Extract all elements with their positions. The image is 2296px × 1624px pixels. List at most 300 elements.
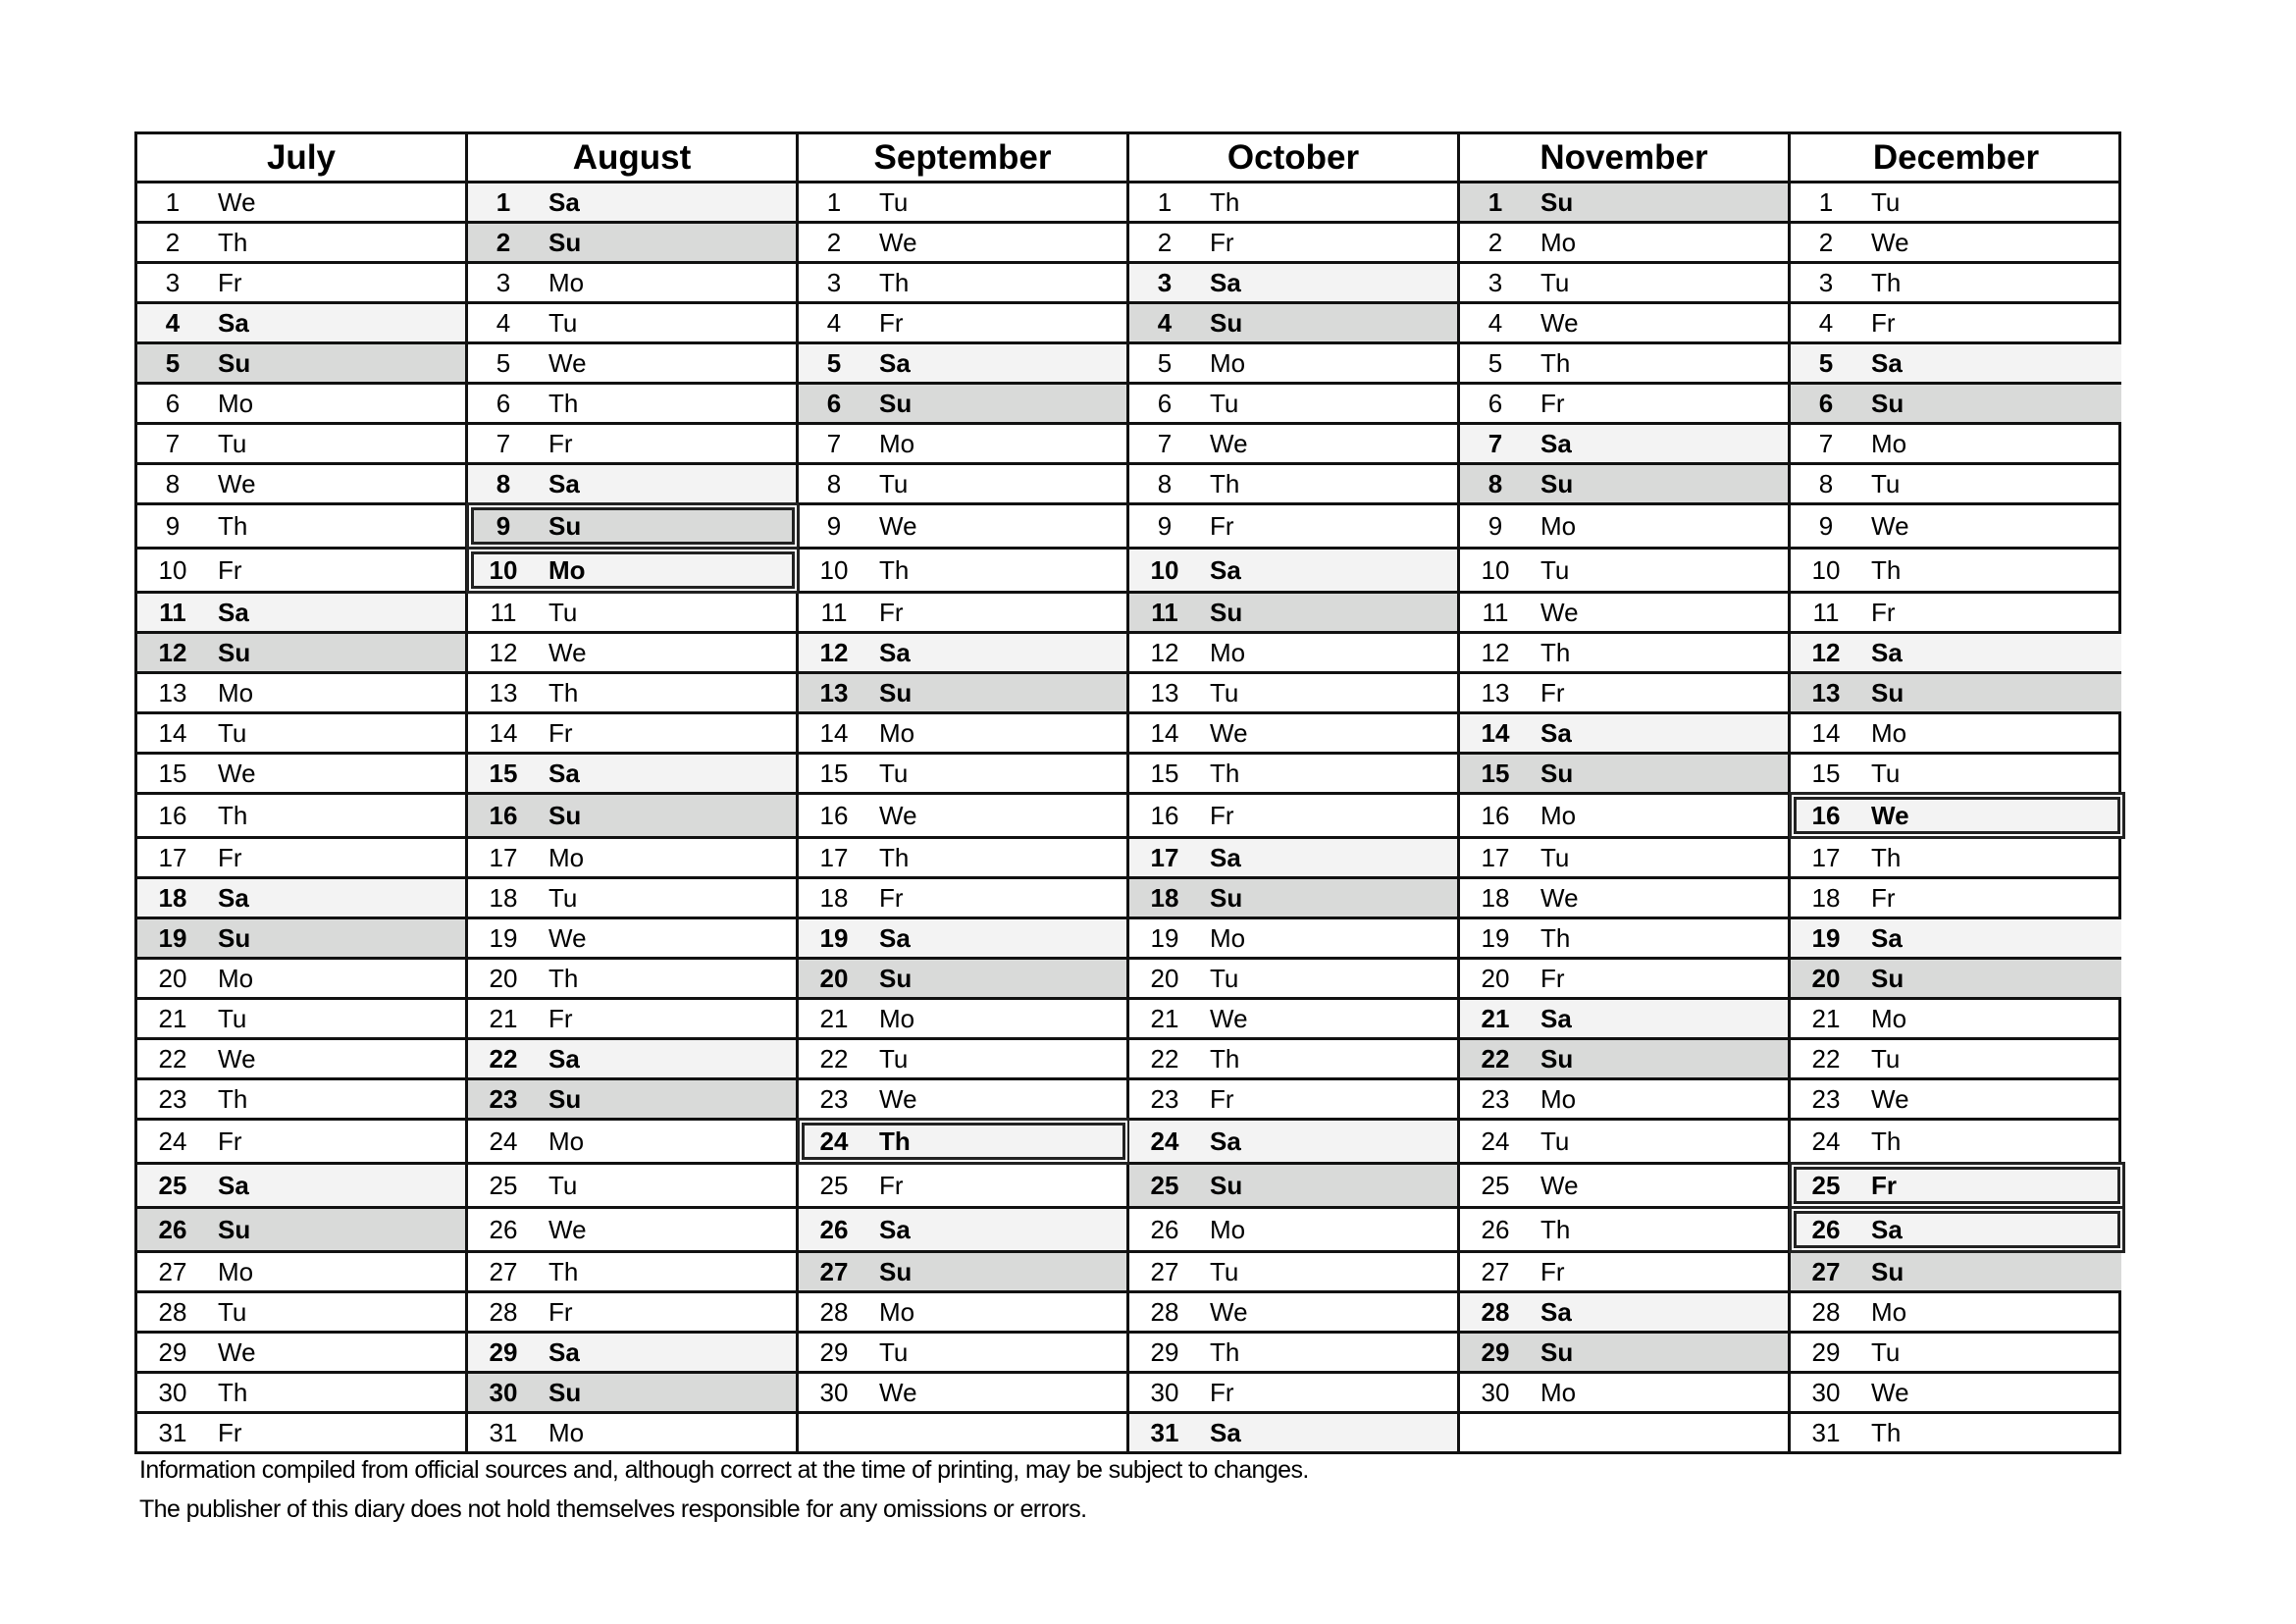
day-number: 16 bbox=[819, 800, 849, 830]
day-number: 9 bbox=[1818, 510, 1834, 541]
day-number: 6 bbox=[826, 388, 842, 418]
day-cell bbox=[137, 1253, 465, 1293]
day-cell bbox=[1791, 1165, 2121, 1209]
day-cell bbox=[137, 1080, 465, 1121]
weekday: Fr bbox=[218, 842, 242, 872]
day-cell bbox=[1791, 1121, 2121, 1165]
day-cell bbox=[137, 879, 465, 919]
weekday: We bbox=[1871, 1377, 1909, 1407]
weekday: Mo bbox=[218, 963, 254, 993]
day-cell bbox=[1129, 183, 1457, 224]
day-number: 5 bbox=[496, 347, 511, 378]
weekday: We bbox=[548, 347, 587, 378]
weekday: Tu bbox=[218, 1296, 247, 1327]
day-cell bbox=[137, 224, 465, 264]
day-cell bbox=[468, 183, 796, 224]
day-cell bbox=[1460, 1293, 1788, 1334]
weekday: Mo bbox=[1210, 637, 1246, 667]
day-cell bbox=[137, 674, 465, 714]
weekday: Tu bbox=[1540, 554, 1570, 585]
day-number: 19 bbox=[489, 922, 518, 953]
day-cell bbox=[1791, 960, 2121, 1000]
day-number: 12 bbox=[1481, 637, 1510, 667]
day-cell bbox=[799, 634, 1126, 674]
day-number: 12 bbox=[1150, 637, 1179, 667]
day-cell bbox=[799, 1080, 1126, 1121]
day-cell bbox=[1460, 505, 1788, 550]
weekday: Mo bbox=[1540, 227, 1577, 257]
day-cell bbox=[799, 839, 1126, 879]
weekday: Sa bbox=[1540, 1296, 1572, 1327]
month-header: October bbox=[1129, 134, 1457, 183]
day-number: 24 bbox=[1481, 1126, 1510, 1156]
day-number: 21 bbox=[1481, 1003, 1510, 1033]
weekday: Su bbox=[1871, 1256, 1905, 1286]
weekday: Mo bbox=[1871, 1003, 1907, 1033]
disclaimer-line-1: Information compiled from official sources and, although correct at the time of printing, may be subject to changes. bbox=[139, 1456, 1309, 1484]
day-number: 15 bbox=[158, 758, 187, 788]
day-cell bbox=[1791, 304, 2121, 344]
weekday: Sa bbox=[879, 922, 911, 953]
day-number: 7 bbox=[1487, 428, 1503, 458]
day-number: 19 bbox=[819, 922, 849, 953]
weekday: Tu bbox=[1871, 186, 1901, 217]
day-cell bbox=[1791, 1293, 2121, 1334]
weekday: Sa bbox=[218, 597, 249, 627]
day-cell bbox=[137, 1414, 465, 1451]
day-number: 26 bbox=[1811, 1214, 1841, 1244]
day-number: 2 bbox=[1487, 227, 1503, 257]
weekday: Th bbox=[1210, 758, 1240, 788]
weekday: Th bbox=[879, 842, 910, 872]
day-number: 3 bbox=[1818, 267, 1834, 297]
weekday: Sa bbox=[1540, 717, 1572, 748]
weekday: Mo bbox=[548, 842, 585, 872]
weekday: Tu bbox=[1871, 468, 1901, 498]
weekday: We bbox=[879, 800, 917, 830]
empty-cell bbox=[1460, 1414, 1788, 1451]
weekday: Th bbox=[548, 388, 579, 418]
weekday: Tu bbox=[218, 717, 247, 748]
day-number: 15 bbox=[819, 758, 849, 788]
weekday: Sa bbox=[548, 468, 580, 498]
day-cell bbox=[1460, 1000, 1788, 1040]
weekday: We bbox=[879, 510, 917, 541]
day-cell bbox=[1791, 1414, 2121, 1451]
weekday: Th bbox=[1871, 1126, 1902, 1156]
day-cell bbox=[1791, 839, 2121, 879]
day-number: 30 bbox=[158, 1377, 187, 1407]
day-number: 23 bbox=[158, 1083, 187, 1114]
day-number: 15 bbox=[1811, 758, 1841, 788]
weekday: Tu bbox=[218, 428, 247, 458]
weekday: Mo bbox=[548, 1417, 585, 1447]
empty-cell bbox=[799, 1414, 1126, 1451]
day-cell bbox=[1129, 505, 1457, 550]
day-number: 27 bbox=[1811, 1256, 1841, 1286]
day-number: 5 bbox=[1487, 347, 1503, 378]
weekday: Tu bbox=[1210, 1256, 1239, 1286]
weekday: Fr bbox=[218, 267, 242, 297]
day-cell bbox=[799, 425, 1126, 465]
day-cell bbox=[137, 465, 465, 505]
weekday: Fr bbox=[1210, 227, 1234, 257]
weekday: Mo bbox=[218, 677, 254, 707]
weekday: Th bbox=[1540, 922, 1571, 953]
weekday: Tu bbox=[218, 1003, 247, 1033]
day-number: 7 bbox=[826, 428, 842, 458]
day-number: 25 bbox=[1481, 1170, 1510, 1200]
weekday: Fr bbox=[548, 428, 573, 458]
day-cell bbox=[1129, 960, 1457, 1000]
day-cell bbox=[1129, 674, 1457, 714]
weekday: Fr bbox=[548, 1003, 573, 1033]
day-cell bbox=[1129, 1209, 1457, 1253]
day-number: 6 bbox=[1487, 388, 1503, 418]
weekday: Tu bbox=[879, 1336, 909, 1367]
day-number: 19 bbox=[158, 922, 187, 953]
weekday: We bbox=[1210, 717, 1248, 748]
weekday: Fr bbox=[1540, 963, 1565, 993]
day-cell bbox=[468, 1253, 796, 1293]
day-number: 2 bbox=[496, 227, 511, 257]
weekday: We bbox=[1540, 1170, 1579, 1200]
day-number: 14 bbox=[1811, 717, 1841, 748]
day-cell bbox=[1791, 714, 2121, 755]
weekday: Th bbox=[1210, 468, 1240, 498]
weekday: Fr bbox=[1871, 597, 1896, 627]
day-number: 2 bbox=[1818, 227, 1834, 257]
day-number: 22 bbox=[819, 1043, 849, 1074]
day-cell bbox=[1460, 594, 1788, 634]
weekday: Sa bbox=[1210, 554, 1241, 585]
day-number: 27 bbox=[158, 1256, 187, 1286]
weekday: Fr bbox=[1210, 1377, 1234, 1407]
weekday: Sa bbox=[548, 758, 580, 788]
day-cell bbox=[1129, 795, 1457, 839]
day-cell bbox=[137, 1209, 465, 1253]
day-number: 17 bbox=[1811, 842, 1841, 872]
day-number: 25 bbox=[1150, 1170, 1179, 1200]
day-number: 28 bbox=[1481, 1296, 1510, 1327]
day-cell bbox=[1791, 1040, 2121, 1080]
day-cell bbox=[468, 1414, 796, 1451]
weekday: Fr bbox=[1540, 388, 1565, 418]
day-cell bbox=[1791, 425, 2121, 465]
weekday: Tu bbox=[1871, 758, 1901, 788]
day-cell bbox=[468, 1209, 796, 1253]
day-number: 4 bbox=[1157, 307, 1173, 338]
weekday: Su bbox=[1210, 307, 1243, 338]
day-cell bbox=[1460, 1121, 1788, 1165]
day-cell bbox=[468, 224, 796, 264]
weekday: Mo bbox=[879, 428, 915, 458]
day-cell bbox=[468, 304, 796, 344]
weekday: Tu bbox=[548, 597, 578, 627]
month-header: July bbox=[137, 134, 465, 183]
weekday: Th bbox=[1871, 267, 1902, 297]
weekday: Su bbox=[218, 922, 251, 953]
weekday: Su bbox=[1540, 1336, 1574, 1367]
day-number: 13 bbox=[819, 677, 849, 707]
weekday: Fr bbox=[218, 1126, 242, 1156]
day-cell bbox=[1791, 183, 2121, 224]
day-cell bbox=[468, 1080, 796, 1121]
day-number: 14 bbox=[158, 717, 187, 748]
weekday: Su bbox=[1540, 1043, 1574, 1074]
day-number: 11 bbox=[1482, 597, 1509, 627]
day-cell bbox=[1460, 1040, 1788, 1080]
weekday: Mo bbox=[548, 554, 586, 585]
day-number: 21 bbox=[819, 1003, 849, 1033]
weekday: Su bbox=[218, 637, 251, 667]
weekday: Sa bbox=[548, 1336, 580, 1367]
day-cell bbox=[1129, 1414, 1457, 1451]
day-number: 24 bbox=[158, 1126, 187, 1156]
day-number: 28 bbox=[1150, 1296, 1179, 1327]
day-cell bbox=[1791, 919, 2121, 960]
day-number: 12 bbox=[158, 637, 187, 667]
weekday: Sa bbox=[1871, 922, 1903, 953]
weekday: Mo bbox=[1210, 347, 1246, 378]
weekday: We bbox=[879, 1083, 917, 1114]
day-number: 6 bbox=[165, 388, 181, 418]
weekday: Su bbox=[879, 1256, 913, 1286]
day-cell bbox=[799, 1253, 1126, 1293]
day-number: 23 bbox=[1150, 1083, 1179, 1114]
day-cell bbox=[468, 755, 796, 795]
day-number: 13 bbox=[1150, 677, 1179, 707]
month-column-october bbox=[1129, 134, 1460, 1451]
day-number: 15 bbox=[1481, 758, 1510, 788]
day-cell bbox=[1791, 1253, 2121, 1293]
weekday: We bbox=[218, 1336, 256, 1367]
weekday: Su bbox=[218, 1214, 251, 1244]
weekday: We bbox=[1540, 882, 1579, 913]
day-cell bbox=[468, 634, 796, 674]
day-number: 28 bbox=[819, 1296, 849, 1327]
weekday: Th bbox=[879, 267, 910, 297]
weekday: Mo bbox=[548, 1126, 585, 1156]
day-cell bbox=[1791, 634, 2121, 674]
day-cell bbox=[468, 1374, 796, 1414]
day-cell bbox=[799, 594, 1126, 634]
day-cell bbox=[799, 919, 1126, 960]
day-number: 13 bbox=[1811, 677, 1841, 707]
weekday: Su bbox=[1540, 758, 1574, 788]
day-cell bbox=[468, 839, 796, 879]
day-number: 26 bbox=[1481, 1214, 1510, 1244]
day-cell bbox=[137, 960, 465, 1000]
day-number: 20 bbox=[1811, 963, 1841, 993]
day-number: 7 bbox=[1818, 428, 1834, 458]
weekday: Su bbox=[879, 963, 913, 993]
weekday: Su bbox=[879, 677, 913, 707]
day-number: 11 bbox=[159, 597, 186, 627]
day-number: 22 bbox=[1811, 1043, 1841, 1074]
weekday: Tu bbox=[1210, 677, 1239, 707]
day-number: 11 bbox=[820, 597, 848, 627]
day-cell bbox=[137, 919, 465, 960]
day-cell bbox=[137, 1040, 465, 1080]
day-number: 25 bbox=[819, 1170, 849, 1200]
weekday: Mo bbox=[1540, 800, 1577, 830]
weekday: Sa bbox=[1871, 1214, 1903, 1244]
day-cell bbox=[799, 960, 1126, 1000]
day-number: 23 bbox=[1481, 1083, 1510, 1114]
day-number: 16 bbox=[1811, 800, 1841, 830]
weekday: Tu bbox=[1540, 842, 1570, 872]
day-cell bbox=[137, 1165, 465, 1209]
weekday: We bbox=[218, 186, 256, 217]
day-cell bbox=[1791, 550, 2121, 594]
day-number: 19 bbox=[1150, 922, 1179, 953]
weekday: Sa bbox=[218, 1170, 249, 1200]
day-cell bbox=[799, 1000, 1126, 1040]
day-cell bbox=[137, 264, 465, 304]
weekday: Tu bbox=[1540, 1126, 1570, 1156]
weekday: Su bbox=[1540, 468, 1574, 498]
day-cell bbox=[468, 795, 796, 839]
weekday: We bbox=[879, 1377, 917, 1407]
day-cell bbox=[1791, 1334, 2121, 1374]
day-number: 24 bbox=[819, 1126, 849, 1156]
day-number: 19 bbox=[1811, 922, 1841, 953]
day-number: 23 bbox=[819, 1083, 849, 1114]
day-cell bbox=[1460, 304, 1788, 344]
day-number: 30 bbox=[819, 1377, 849, 1407]
weekday: We bbox=[218, 758, 256, 788]
day-cell bbox=[137, 795, 465, 839]
weekday: We bbox=[879, 227, 917, 257]
day-number: 26 bbox=[489, 1214, 518, 1244]
day-number: 31 bbox=[158, 1417, 187, 1447]
weekday: Th bbox=[879, 554, 910, 585]
weekday: Th bbox=[1540, 1214, 1571, 1244]
day-number: 8 bbox=[1487, 468, 1503, 498]
day-number: 28 bbox=[489, 1296, 518, 1327]
day-cell bbox=[1129, 425, 1457, 465]
day-cell bbox=[1129, 1293, 1457, 1334]
day-number: 29 bbox=[489, 1336, 518, 1367]
month-column-november bbox=[1460, 134, 1791, 1451]
day-cell bbox=[799, 795, 1126, 839]
day-number: 21 bbox=[1811, 1003, 1841, 1033]
weekday: Mo bbox=[1871, 1296, 1907, 1327]
day-number: 18 bbox=[158, 882, 187, 913]
day-cell bbox=[1791, 1000, 2121, 1040]
day-number: 9 bbox=[1487, 510, 1503, 541]
weekday: Fr bbox=[879, 1170, 904, 1200]
day-cell bbox=[1460, 385, 1788, 425]
weekday: We bbox=[218, 468, 256, 498]
day-number: 11 bbox=[1812, 597, 1840, 627]
month-column-september bbox=[799, 134, 1129, 1451]
weekday: Fr bbox=[548, 1296, 573, 1327]
day-number: 7 bbox=[496, 428, 511, 458]
day-cell bbox=[137, 1000, 465, 1040]
day-number: 8 bbox=[1157, 468, 1173, 498]
day-cell bbox=[1460, 1165, 1788, 1209]
day-cell bbox=[137, 1293, 465, 1334]
day-cell bbox=[468, 879, 796, 919]
weekday: Tu bbox=[548, 307, 578, 338]
weekday: Tu bbox=[548, 882, 578, 913]
day-cell bbox=[799, 385, 1126, 425]
day-cell bbox=[1129, 714, 1457, 755]
day-cell bbox=[1460, 1080, 1788, 1121]
day-number: 2 bbox=[1157, 227, 1173, 257]
weekday: Mo bbox=[1871, 717, 1907, 748]
month-header: September bbox=[799, 134, 1126, 183]
day-cell bbox=[1791, 879, 2121, 919]
month-header: December bbox=[1791, 134, 2121, 183]
day-number: 13 bbox=[489, 677, 518, 707]
weekday: Th bbox=[218, 510, 248, 541]
day-number: 10 bbox=[158, 554, 187, 585]
day-cell bbox=[1129, 634, 1457, 674]
weekday: Sa bbox=[1540, 428, 1572, 458]
day-cell bbox=[1129, 344, 1457, 385]
day-cell bbox=[799, 1121, 1126, 1165]
day-number: 5 bbox=[826, 347, 842, 378]
day-cell bbox=[137, 634, 465, 674]
day-cell bbox=[799, 304, 1126, 344]
weekday: Sa bbox=[548, 1043, 580, 1074]
day-cell bbox=[1460, 960, 1788, 1000]
weekday: Su bbox=[1210, 1170, 1243, 1200]
day-number: 19 bbox=[1481, 922, 1510, 953]
day-cell bbox=[1129, 304, 1457, 344]
day-number: 31 bbox=[1811, 1417, 1841, 1447]
day-cell bbox=[1460, 264, 1788, 304]
day-cell bbox=[468, 674, 796, 714]
weekday: Mo bbox=[879, 1296, 915, 1327]
weekday: Tu bbox=[879, 758, 909, 788]
weekday: Th bbox=[1871, 1417, 1902, 1447]
day-number: 11 bbox=[490, 597, 517, 627]
day-number: 5 bbox=[1157, 347, 1173, 378]
day-number: 17 bbox=[1150, 842, 1179, 872]
day-number: 17 bbox=[489, 842, 518, 872]
day-number: 30 bbox=[1150, 1377, 1179, 1407]
day-cell bbox=[468, 425, 796, 465]
day-cell bbox=[1460, 183, 1788, 224]
weekday: Th bbox=[1871, 842, 1902, 872]
day-number: 17 bbox=[1481, 842, 1510, 872]
weekday: Su bbox=[1540, 186, 1574, 217]
weekday: Su bbox=[1210, 597, 1243, 627]
day-cell bbox=[1460, 344, 1788, 385]
day-number: 16 bbox=[1481, 800, 1510, 830]
day-cell bbox=[468, 465, 796, 505]
day-number: 12 bbox=[1811, 637, 1841, 667]
day-number: 22 bbox=[158, 1043, 187, 1074]
weekday: Th bbox=[1540, 347, 1571, 378]
day-number: 13 bbox=[158, 677, 187, 707]
weekday: Th bbox=[879, 1126, 911, 1156]
day-number: 4 bbox=[496, 307, 511, 338]
weekday: Mo bbox=[218, 388, 254, 418]
weekday: Fr bbox=[548, 717, 573, 748]
weekday: Mo bbox=[1871, 428, 1907, 458]
day-cell bbox=[1129, 1253, 1457, 1293]
weekday: Th bbox=[548, 1256, 579, 1286]
day-number: 12 bbox=[489, 637, 518, 667]
day-cell bbox=[1791, 755, 2121, 795]
day-cell bbox=[799, 1374, 1126, 1414]
day-number: 9 bbox=[165, 510, 181, 541]
